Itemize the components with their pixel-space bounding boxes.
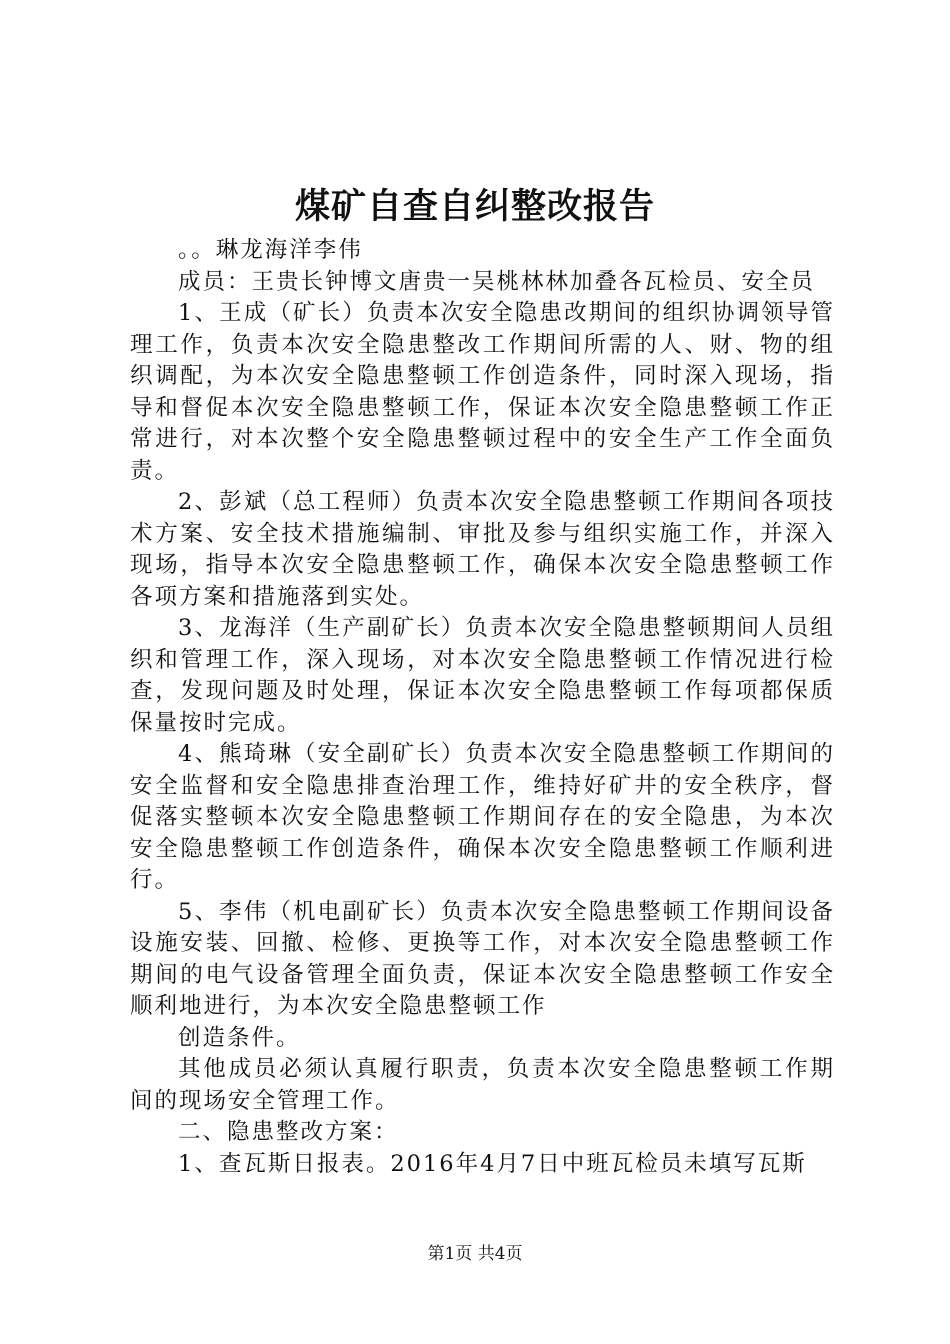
paragraph-item-5: 5、李伟（机电副矿长）负责本次安全隐患整顿工作期间设备设施安装、回撤、检修、更换等工作，对本次安全隐患整顿工作期间的电气设备管理全面负责，保证本次安全隐患整顿工作安全顺利地进行，为本次安全隐患整顿工作 (130, 898, 835, 1019)
section-heading-rectification-plan: 二、隐患整改方案： (178, 1119, 399, 1145)
paragraph-item-3: 3、龙海洋（生产副矿长）负责本次安全隐患整顿期间人员组织和管理工作，深入现场，对本次安全隐患整顿工作情况进行检查，发现问题及时处理，保证本次安全隐患整顿工作每项都保质保量按时完成。 (130, 615, 835, 736)
paragraph-leaders: 。。琳龙海洋李伟 (178, 237, 363, 263)
paragraph-members: 成员：王贵长钟博文唐贵一吴桃林林加叠各瓦检员、安全员 (178, 268, 816, 295)
paragraph-plan-item-1: 1、查瓦斯日报表。2016年4月7日中班瓦检员未填写瓦斯 (178, 1150, 807, 1177)
paragraph-item-2: 2、彭斌（总工程师）负责本次安全隐患整顿工作期间各项技术方案、安全技术措施编制、审批及参与组织实施工作，并深入现场，指导本次安全隐患整顿工作，确保本次安全隐患整顿工作各项方案和措施落到实处。 (130, 489, 835, 610)
paragraph-item-4: 4、熊琦琳（安全副矿长）负责本次安全隐患整顿工作期间的安全监督和安全隐患排查治理工作，维持好矿井的安全秩序，督促落实整顿本次安全隐患整顿工作期间存在的安全隐患，为本次安全隐患整顿工作创造条件，确保本次安全隐患整顿工作顺利进行。 (130, 741, 835, 893)
document-title: 煤矿自查自纠整改报告 (294, 186, 655, 227)
paragraph-item-1: 1、王成（矿长）负责本次安全隐患改期间的组织协调领导管理工作，负责本次安全隐患整改工作期间所需的人、财、物的组织调配，为本次安全隐患整顿工作创造条件，同时深入现场，指导和督促本次安全隐患整顿工作，保证本次安全隐患整顿工作正常进行，对本次整个安全隐患整顿过程中的安全生产工作全面负责。 (130, 300, 835, 484)
document-body (130, 235, 835, 1180)
page-footer: 第1页 共4页 (427, 1244, 523, 1264)
paragraph-item-5-continued: 创造条件。 (178, 1024, 301, 1051)
paragraph-other-members: 其他成员必须认真履行职责，负责本次安全隐患整顿工作期间的现场安全管理工作。 (130, 1056, 835, 1114)
